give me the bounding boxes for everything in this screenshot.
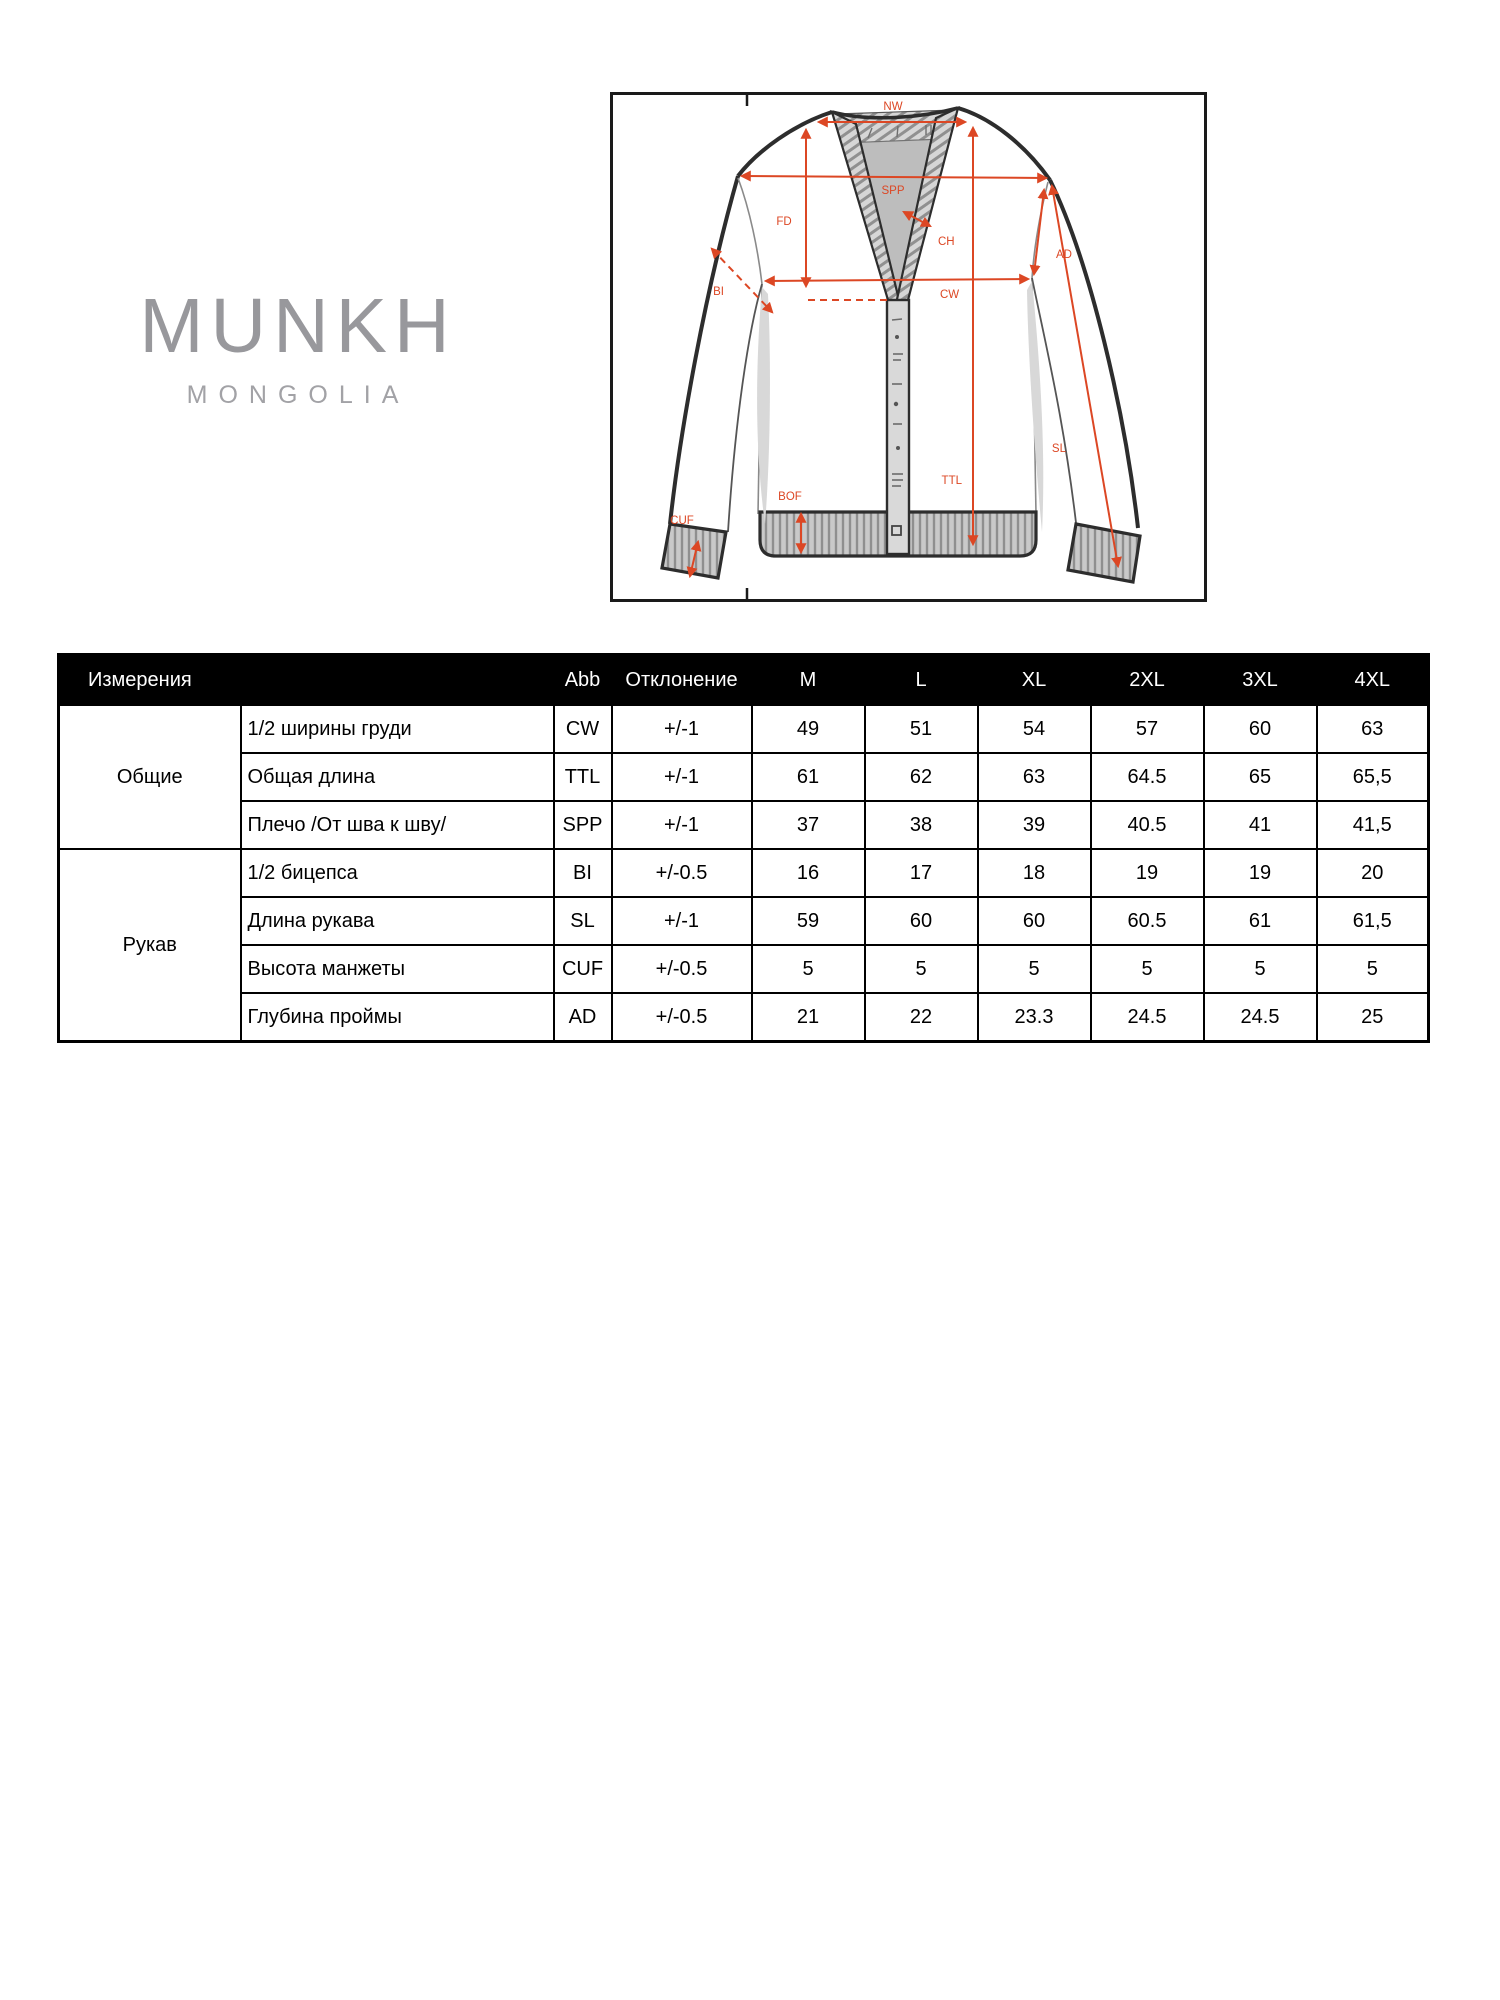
diagram-label-sl: SL xyxy=(1051,443,1066,455)
deviation-cell: +/-1 xyxy=(612,705,752,753)
header-size-3xl: 3XL xyxy=(1204,655,1317,706)
size-value-cell: 5 xyxy=(1204,945,1317,993)
diagram-label-cuf: CUF xyxy=(670,515,694,527)
header-deviation: Отклонение xyxy=(612,655,752,706)
deviation-cell: +/-1 xyxy=(612,897,752,945)
size-value-cell: 5 xyxy=(1091,945,1204,993)
table-row xyxy=(59,945,1429,993)
size-value-cell: 39 xyxy=(978,801,1091,849)
header-abb: Abb xyxy=(554,655,612,706)
table-row xyxy=(59,705,1429,753)
measurement-name: Общая длина xyxy=(241,753,554,801)
size-value-cell: 5 xyxy=(1317,945,1429,993)
table-row xyxy=(59,753,1429,801)
abbreviation-cell: SL xyxy=(554,897,612,945)
size-value-cell: 61 xyxy=(1204,897,1317,945)
size-table-body xyxy=(59,705,1429,1042)
size-table xyxy=(57,653,1430,1043)
header-size-xl: XL xyxy=(978,655,1091,706)
measurement-name: Высота манжеты xyxy=(241,945,554,993)
size-value-cell: 23.3 xyxy=(978,993,1091,1042)
size-value-cell: 54 xyxy=(978,705,1091,753)
diagram-label-nw: NW xyxy=(883,101,903,113)
size-value-cell: 37 xyxy=(752,801,865,849)
header-size-4xl: 4XL xyxy=(1317,655,1429,706)
table-row xyxy=(59,993,1429,1042)
abbreviation-cell: BI xyxy=(554,849,612,897)
cuff-right xyxy=(1068,524,1140,582)
cardigan-sketch xyxy=(610,92,1207,602)
size-value-cell: 61,5 xyxy=(1317,897,1429,945)
size-value-cell: 25 xyxy=(1317,993,1429,1042)
header-size-m: M xyxy=(752,655,865,706)
diagram-label-spp: SPP xyxy=(881,185,905,197)
brand-subtitle: MONGOLIA xyxy=(186,381,410,409)
size-value-cell: 49 xyxy=(752,705,865,753)
deviation-cell: +/-1 xyxy=(612,801,752,849)
abbreviation-cell: CW xyxy=(554,705,612,753)
header-size-l: L xyxy=(865,655,978,706)
diagram-label-ad: AD xyxy=(1056,249,1072,261)
size-value-cell: 57 xyxy=(1091,705,1204,753)
deviation-cell: +/-0.5 xyxy=(612,993,752,1042)
diagram-label-ch: CH xyxy=(938,236,955,248)
measurement-name: 1/2 бицепса xyxy=(241,849,554,897)
size-value-cell: 5 xyxy=(865,945,978,993)
size-value-cell: 19 xyxy=(1091,849,1204,897)
deviation-cell: +/-0.5 xyxy=(612,849,752,897)
size-value-cell: 63 xyxy=(978,753,1091,801)
measurement-name: 1/2 ширины груди xyxy=(241,705,554,753)
size-value-cell: 21 xyxy=(752,993,865,1042)
button-placket xyxy=(887,300,909,554)
size-value-cell: 5 xyxy=(752,945,865,993)
size-value-cell: 60 xyxy=(1204,705,1317,753)
abbreviation-cell: CUF xyxy=(554,945,612,993)
abbreviation-cell: AD xyxy=(554,993,612,1042)
size-value-cell: 24.5 xyxy=(1091,993,1204,1042)
size-value-cell: 60 xyxy=(978,897,1091,945)
brand-logo xyxy=(108,283,488,410)
size-value-cell: 20 xyxy=(1317,849,1429,897)
size-value-cell: 40.5 xyxy=(1091,801,1204,849)
abbreviation-cell: TTL xyxy=(554,753,612,801)
size-value-cell: 64.5 xyxy=(1091,753,1204,801)
size-value-cell: 16 xyxy=(752,849,865,897)
size-value-cell: 51 xyxy=(865,705,978,753)
deviation-cell: +/-0.5 xyxy=(612,945,752,993)
size-value-cell: 22 xyxy=(865,993,978,1042)
diagram-label-fd: FD xyxy=(776,216,792,228)
deviation-cell: +/-1 xyxy=(612,753,752,801)
size-value-cell: 41 xyxy=(1204,801,1317,849)
diagram-label-bi: BI xyxy=(713,286,724,298)
measurement-name: Глубина проймы xyxy=(241,993,554,1042)
size-value-cell: 62 xyxy=(865,753,978,801)
group-cell: Общие xyxy=(59,705,241,849)
table-header-row xyxy=(59,655,1429,706)
header-measurements: Измерения xyxy=(59,655,554,706)
size-value-cell: 18 xyxy=(978,849,1091,897)
diagram-label-ttl: TTL xyxy=(941,475,962,487)
group-cell: Рукав xyxy=(59,849,241,1042)
measurement-name: Плечо /От шва к шву/ xyxy=(241,801,554,849)
table-row xyxy=(59,849,1429,897)
size-value-cell: 60 xyxy=(865,897,978,945)
size-value-cell: 65 xyxy=(1204,753,1317,801)
abbreviation-cell: SPP xyxy=(554,801,612,849)
size-value-cell: 19 xyxy=(1204,849,1317,897)
size-value-cell: 5 xyxy=(978,945,1091,993)
diagram-label-cw: CW xyxy=(940,289,960,301)
size-value-cell: 60.5 xyxy=(1091,897,1204,945)
table-row xyxy=(59,801,1429,849)
table-row xyxy=(59,897,1429,945)
size-value-cell: 41,5 xyxy=(1317,801,1429,849)
size-value-cell: 17 xyxy=(865,849,978,897)
size-value-cell: 63 xyxy=(1317,705,1429,753)
size-value-cell: 38 xyxy=(865,801,978,849)
diagram-label-bof: BOF xyxy=(778,491,802,503)
size-value-cell: 65,5 xyxy=(1317,753,1429,801)
size-value-cell: 59 xyxy=(752,897,865,945)
size-value-cell: 24.5 xyxy=(1204,993,1317,1042)
measurement-name: Длина рукава xyxy=(241,897,554,945)
size-value-cell: 61 xyxy=(752,753,865,801)
garment-diagram xyxy=(610,92,1207,602)
brand-name: MUNKH xyxy=(139,283,457,369)
cuff-left xyxy=(662,524,726,578)
header-size-2xl: 2XL xyxy=(1091,655,1204,706)
